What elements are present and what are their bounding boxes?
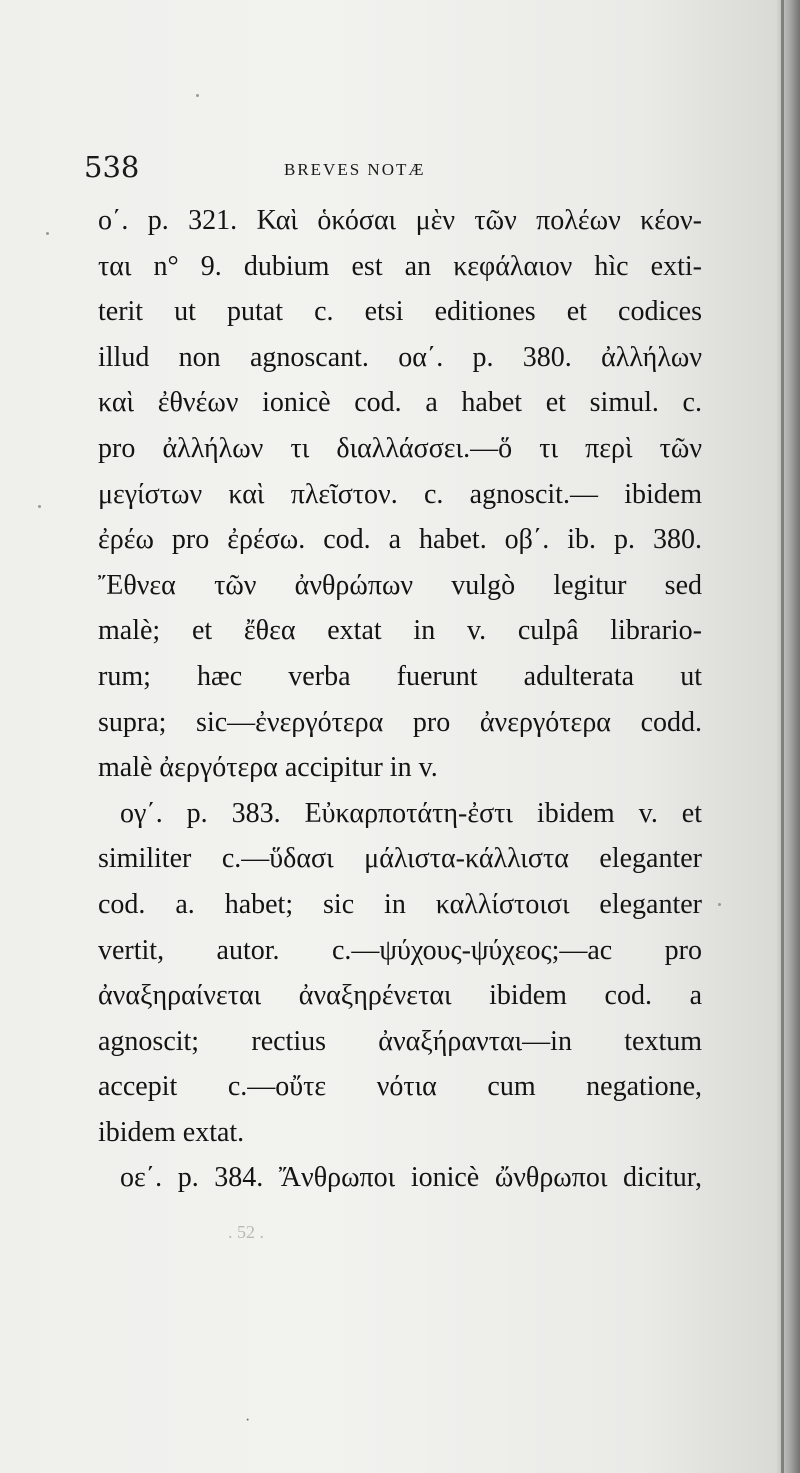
ink-speck xyxy=(46,232,49,235)
ink-speck: · xyxy=(245,1412,251,1429)
text-line: καὶ ἐθνέων ionicè cod. a habet et simul. c. xyxy=(98,387,702,419)
text-line: cod. a. habet; sic in καλλίστοισι eleganter xyxy=(98,888,702,920)
text-line: rum; hæc verba fuerunt adulterata ut xyxy=(98,660,702,692)
text-line: vertit, autor. c.—ψύχους-ψύχεος;—ac pro xyxy=(98,934,702,966)
text-line: ibidem extat. xyxy=(98,1116,245,1148)
running-head: BREVES NOTÆ xyxy=(284,160,426,179)
text-line: οε΄. p. 384. Ἄνθρωποι ionicè ὤνθρωποι dicitur, xyxy=(120,1162,702,1194)
text-line: agnoscit; rectius ἀναξήρανται—in textum xyxy=(98,1025,702,1057)
text-line: ται n° 9. dubium est an κεφάλαιον hìc exti- xyxy=(98,250,702,282)
text-line: malè; et ἔθεα extat in v. culpâ librario- xyxy=(98,615,702,647)
page-edge-line xyxy=(781,0,784,1473)
notes-text xyxy=(98,198,702,1201)
text-line: illud non agnoscant. οα΄. p. 380. ἀλλήλων xyxy=(98,341,702,373)
page-header xyxy=(84,150,704,186)
page-number: 538 xyxy=(84,150,140,184)
text-line: ἐρέω pro ἐρέσω. cod. a habet. οβ΄. ib. p. 380. xyxy=(98,524,702,556)
bleed-through-mark: . 52 . xyxy=(228,1222,264,1242)
text-line: terit ut putat c. etsi editiones et codices xyxy=(98,296,702,328)
ink-speck xyxy=(718,903,721,906)
text-line: μεγίστων καὶ πλεῖστον. c. agnoscit.— ibidem xyxy=(98,478,702,510)
text-line: pro ἀλλήλων τι διαλλάσσει.—ὅ τι περὶ τῶν xyxy=(98,432,702,464)
text-line: ἀναξηραίνεται ἀναξηρένεται ibidem cod. a xyxy=(98,980,702,1012)
text-line: Ἔθνεα τῶν ἀνθρώπων vulgò legitur sed xyxy=(98,569,702,601)
ink-speck xyxy=(38,505,41,508)
text-line: malè ἀεργότερα accipitur in v. xyxy=(98,752,438,784)
ink-speck xyxy=(196,94,199,97)
text-line: accepit c.—οὔτε νότια cum negatione, xyxy=(98,1071,702,1103)
text-line: similiter c.—ὕδασι μάλιστα-κάλλιστα eleganter xyxy=(98,843,702,875)
page-edge-shadow xyxy=(776,0,800,1473)
text-line: supra; sic—ἐνεργότερα pro ἀνεργότερα codd. xyxy=(98,706,702,738)
text-line: ο΄. p. 321. Καὶ ὁκόσαι μὲν τῶν πολέων κέον- xyxy=(98,205,702,236)
text-line: ογ΄. p. 383. Εὐκαρποτάτη-ἐστι ibidem v. et xyxy=(120,797,702,829)
